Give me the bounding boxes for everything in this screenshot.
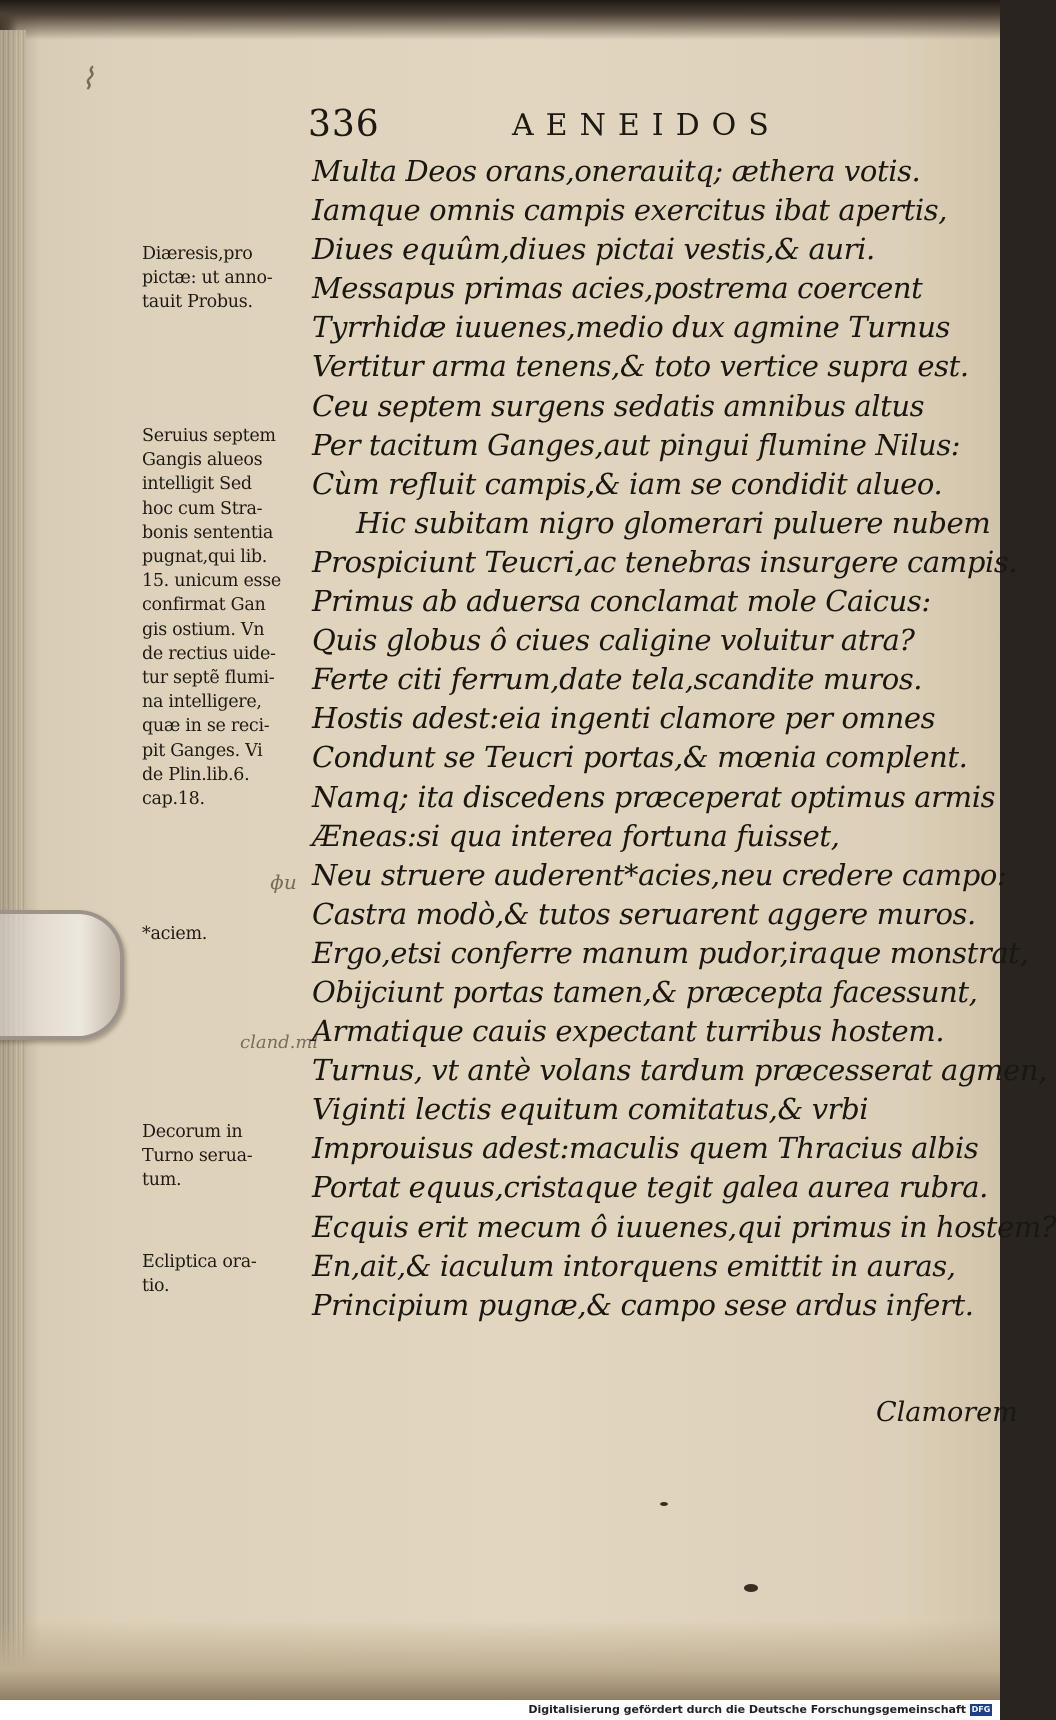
note-line: bonis sententia <box>142 522 273 543</box>
page-bottom-curl <box>0 1620 1000 1700</box>
verse-line: Messapus primas acies,postrema coercent <box>312 271 923 306</box>
note-line: hoc cum Stra- <box>142 498 263 519</box>
marginal-note-seruius <box>142 424 317 811</box>
dfg-logo-icon: DFG <box>971 1705 991 1714</box>
note-line: Gangis alueos <box>142 450 263 471</box>
verse-line: Ferte citi ferrum,date tela,scandite muros. <box>312 662 923 697</box>
note-line: confirmat Gan <box>142 595 266 616</box>
verse-line: Obijciunt portas tamen,& præcepta facessunt, <box>312 974 978 1009</box>
verse-line: Primus ab aduersa conclamat mole Caicus: <box>312 584 931 619</box>
note-line: gis ostium. Vn <box>142 619 265 640</box>
marginal-note-aciem <box>142 922 317 946</box>
verse-line: Tyrrhidæ iuuenes,medio dux agmine Turnus <box>312 310 950 345</box>
note-line: Diæresis,pro <box>142 244 253 264</box>
verse-line: Namq; ita discedens præceperat optimus armis <box>312 779 996 814</box>
verse-line: Portat equus,cristaque tegit galea aurea rubra. <box>312 1170 988 1205</box>
verse-line: En,ait,& iaculum intorquens emittit in auras, <box>312 1248 956 1283</box>
verse-block <box>312 152 1056 1325</box>
verse-line: Ergo,etsi conferre manum pudor,iraque monstrat, <box>312 935 1029 970</box>
book-clip <box>0 910 124 1040</box>
note-line: tio. <box>142 1276 170 1297</box>
verse-line: Per tacitum Ganges,aut pingui flumine Nilus: <box>312 427 961 462</box>
marginal-note-decorum <box>142 1120 317 1193</box>
note-line: pit Ganges. Vi <box>142 740 263 761</box>
note-line: cap.18. <box>142 789 205 810</box>
verse-line: Hic subitam nigro glomerari puluere nubem <box>356 505 991 540</box>
verse-line: Ecquis erit mecum ô iuuenes,qui primus in hostem? <box>312 1209 1056 1244</box>
note-line: tum. <box>142 1170 182 1191</box>
note-line: de rectius uide- <box>142 643 276 664</box>
running-head <box>308 104 828 150</box>
verse-line: Principium pugnæ,& campo sese ardus infert. <box>312 1287 974 1322</box>
note-line: 15. unicum esse <box>142 571 281 592</box>
page-number: 336 <box>308 104 380 145</box>
verse-line: Multa Deos orans,onerauitq; æthera votis. <box>312 154 921 188</box>
handwritten-mark-top: ⌇ <box>80 62 95 97</box>
note-line: de Plin.lib.6. <box>142 764 250 785</box>
verse-line: Prospiciunt Teucri,ac tenebras insurgere campis. <box>312 544 1018 579</box>
handwritten-mark-aeneas: ɸu <box>270 870 297 894</box>
note-line: *aciem. <box>142 924 207 944</box>
note-line: Decorum in <box>142 1122 243 1142</box>
verse-line: Neu struere auderent*acies,neu credere campo: <box>312 857 1007 892</box>
verse-line: Castra modò,& tutos seruarent aggere muros. <box>312 896 976 931</box>
note-line: Turno serua- <box>142 1146 253 1167</box>
note-line: quæ in se reci- <box>142 716 270 737</box>
verse-line: Armatique cauis expectant turribus hostem. <box>312 1014 945 1049</box>
running-title: AENEIDOS <box>512 108 781 143</box>
marginal-note-ecliptica <box>142 1250 317 1298</box>
verse-line: Vertitur arma tenens,& toto vertice supra est. <box>312 349 969 384</box>
ink-blemish-1 <box>660 1502 668 1506</box>
verse-line: Cùm refluit campis,& iam se condidit alueo. <box>312 466 943 501</box>
note-line: tauit Probus. <box>142 292 253 313</box>
verse-line: Quis globus ô ciues caligine voluitur atra? <box>312 623 915 658</box>
note-line: Ecliptica ora- <box>142 1252 257 1272</box>
verse-line: Viginti lectis equitum comitatus,& vrbi <box>312 1092 869 1127</box>
stacked-page-edges <box>0 30 26 1670</box>
marginal-note-diaeresis <box>142 242 317 315</box>
ink-blemish-2 <box>744 1584 758 1592</box>
verse-line: Condunt se Teucri portas,& mœnia complent. <box>312 740 968 775</box>
footer-credit: Digitalisierung gefördert durch die Deutsche Forschungsgemeinschaft <box>528 1703 966 1716</box>
note-line: Seruius septem <box>142 426 276 446</box>
verse-line: Ceu septem surgens sedatis amnibus altus <box>312 388 925 423</box>
verse-line: Iamque omnis campis exercitus ibat apertis, <box>312 193 948 228</box>
note-line: pictæ: ut anno- <box>142 268 273 289</box>
note-line: intelligit Sed <box>142 474 252 495</box>
verse-line: Improuisus adest:maculis quem Thracius albis <box>312 1131 979 1166</box>
verse-line: Hostis adest:eia ingenti clamore per omnes <box>312 701 936 736</box>
digitization-footer <box>0 1700 1000 1720</box>
note-line: pugnat,qui lib. <box>142 547 268 568</box>
verse-line: Æneas:si qua interea fortuna fuisset, <box>312 818 840 853</box>
note-line: na intelligere, <box>142 692 262 713</box>
verse-line: Diues equûm,diues pictai vestis,& auri. <box>312 232 875 267</box>
note-line: tur septẽ flumi- <box>142 668 275 689</box>
catchword: Clamorem <box>876 1397 1018 1428</box>
page-top-shadow <box>0 0 1000 40</box>
handwritten-mark-obijciunt: cland.ml <box>240 1032 319 1053</box>
verse-line: Turnus, vt antè volans tardum præcesserat agmen, <box>312 1053 1048 1088</box>
